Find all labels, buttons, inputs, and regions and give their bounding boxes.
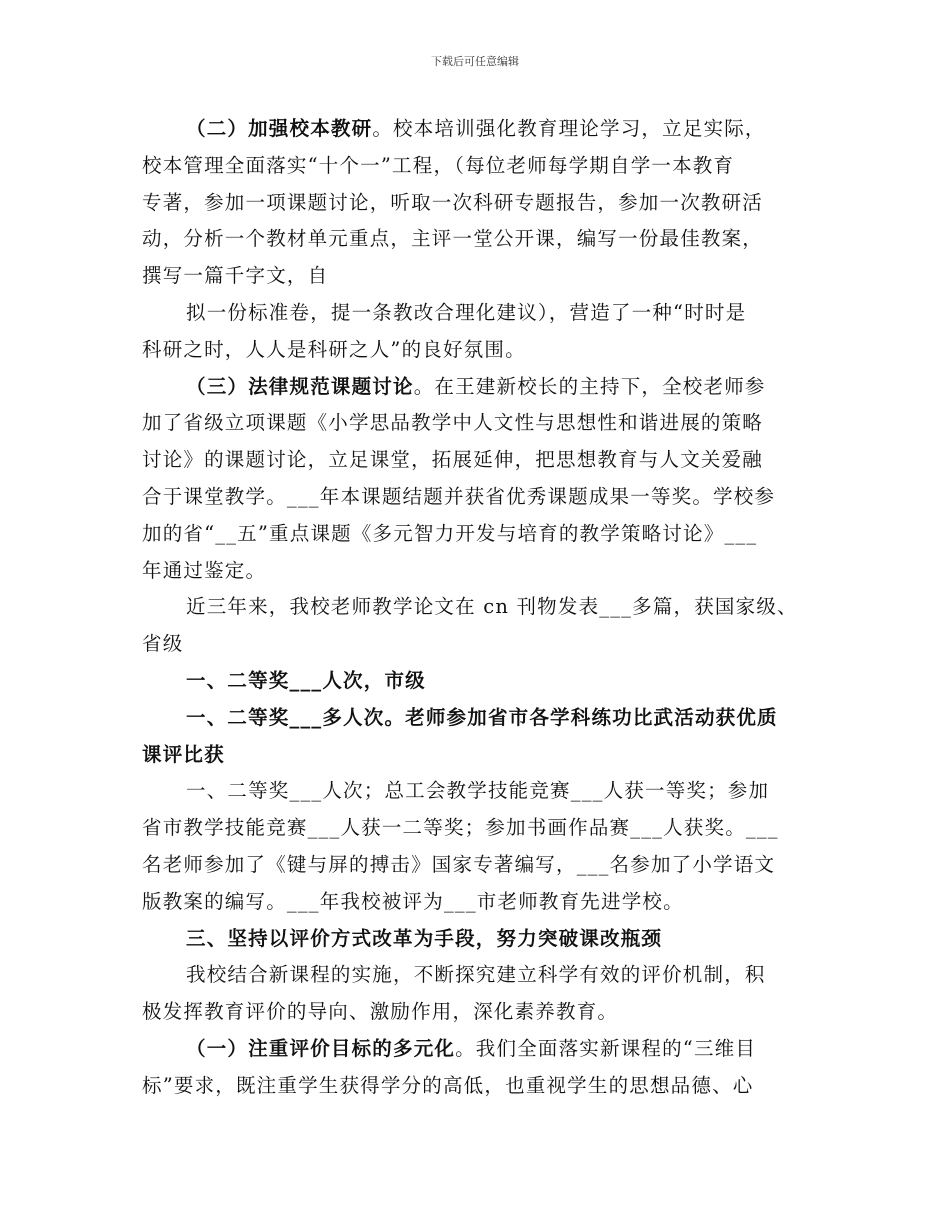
bold-heading-text: 课评比获: [142, 742, 225, 766]
bold-heading-text: 三、坚持以评价方式改革为手段，努力突破课改瓶颈: [186, 926, 663, 950]
text-line: [142, 111, 822, 148]
text-line: [142, 553, 822, 590]
text-line: [142, 626, 822, 663]
text-line: [142, 442, 822, 479]
body-text-span: 拟一份标准卷，提一条教改合理化建议），营造了一种“时时是: [186, 300, 747, 324]
text-line: [142, 810, 822, 847]
body-text-span: 我校结合新课程的实施，不断探究建立科学有效的评价机制，积: [186, 963, 766, 987]
bold-heading-text: （一）注重评价目标的多元化: [186, 1036, 456, 1060]
text-line: [142, 737, 822, 774]
body-text-span: 省级: [142, 632, 184, 656]
body-text-span: 专著，参加一项课题讨论，听取一次科研专题报告，参加一次教研活: [142, 190, 764, 214]
body-text-span: 讨论》的课题讨论，立足课堂，拓展延伸，把思想教育与人文关爱融: [142, 448, 764, 472]
body-text-span: 标”要求，既注重学生获得学分的高低，也重视学生的思想品德、心: [142, 1073, 754, 1097]
text-line: [142, 1031, 822, 1068]
text-line: [142, 369, 822, 406]
text-line: [142, 516, 822, 553]
text-line: [142, 994, 822, 1031]
bold-heading-text: （二）加强校本教研: [186, 117, 373, 140]
body-text-span: 近三年来，我校老师教学论文在 cn 刊物发表___多篇，获国家级、: [186, 595, 798, 619]
text-line: [142, 700, 822, 737]
body-text-span: 。校本培训强化教育理论学习，立足实际，: [372, 117, 766, 140]
text-line: [142, 663, 822, 700]
page-header: 下载后可任意编辑: [431, 55, 519, 68]
text-line: [142, 589, 822, 626]
body-text-span: 校本管理全面落实“十个一”工程，（每位老师每学期自学一本教育: [142, 153, 735, 177]
bold-heading-text: （三）法律规范课题讨论: [186, 374, 414, 398]
body-text-span: 科研之时，人人是科研之人”的良好氛围。: [142, 337, 526, 361]
body-text-span: 年通过鉴定。: [142, 558, 267, 582]
text-line: [142, 185, 822, 222]
text-line: [142, 405, 822, 442]
text-line: [142, 258, 822, 295]
text-line: [142, 479, 822, 516]
text-line: [142, 847, 822, 884]
body-text-span: 一、二等奖___人次；总工会教学技能竞赛___人获一等奖；参加: [186, 779, 770, 803]
text-line: [142, 295, 822, 332]
body-text-span: 加的省“__五”重点课题《多元智力开发与培育的教学策略讨论》___: [142, 521, 758, 545]
body-text-span: 省市教学技能竞赛___人获一二等奖；参加书画作品赛___人获奖。___: [142, 816, 779, 840]
bold-heading-text: 一、二等奖___多人次。老师参加省市各学科练功比武活动获优质: [186, 705, 778, 729]
body-text-span: 动，分析一个教材单元重点，主评一堂公开课，编写一份最佳教案，: [142, 227, 764, 251]
text-line: [142, 957, 822, 994]
text-line: [142, 884, 822, 921]
body-text-span: 。在王建新校长的主持下，全校老师参: [413, 374, 766, 398]
body-text-span: 名老师参加了《键与屏的搏击》国家专著编写，___名参加了小学语文: [142, 852, 776, 876]
bold-heading-text: 一、二等奖___人次，市级: [186, 668, 426, 692]
body-text-span: 撰写一篇千字文，自: [142, 264, 329, 288]
body-text-span: 加了省级立项课题《小学思品教学中人文性与思想性和谐进展的策略: [142, 411, 764, 435]
text-line: [142, 332, 822, 369]
body-text-span: 。我们全面落实新课程的“三维目: [455, 1036, 757, 1060]
body-text-span: 极发挥教育评价的导向、激励作用，深化素养教育。: [142, 1000, 619, 1024]
document-body: [142, 111, 822, 1105]
text-line: [142, 148, 822, 185]
body-text-span: 版教案的编写。___年我校被评为___市老师教育先进学校。: [142, 889, 684, 913]
text-line: [142, 921, 822, 958]
text-line: [142, 221, 822, 258]
text-line: [142, 1068, 822, 1105]
body-text-span: 合于课堂教学。___年本课题结题并获省优秀课题成果一等奖。学校参: [142, 484, 776, 508]
text-line: [142, 773, 822, 810]
